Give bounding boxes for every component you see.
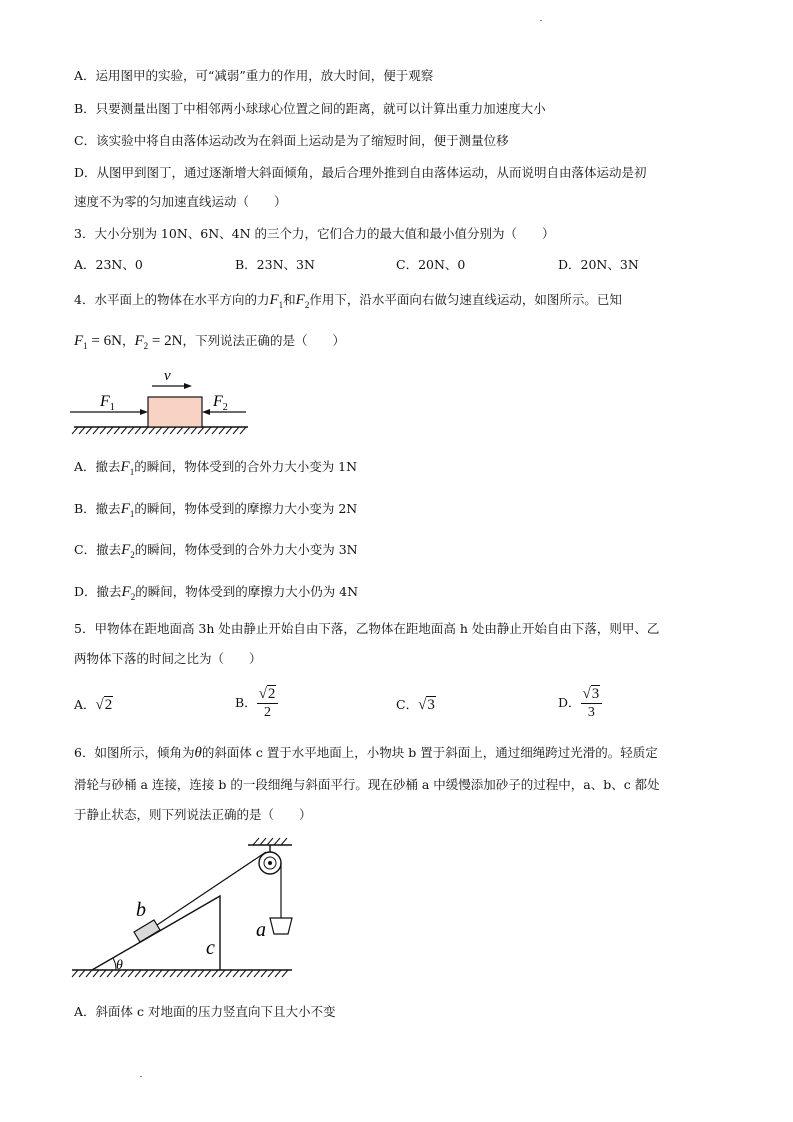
q4-option-c: C．撤去$F_2$的瞬间，物体受到的合外力大小变为 3N <box>74 542 358 560</box>
q2-option-c: C．该实验中将自由落体运动改为在斜面上运动是为了缩短时间，便于测量位移 <box>74 133 509 148</box>
q4-stem-line1: 4．水平面上的物体在水平方向的力$F_1$和$F_2$作用下，沿水平面向右做匀速直线运动，如图所示。已知 <box>74 292 622 310</box>
q3-stem: 3．大小分别为 10N、6N、4N 的三个力，它们合力的最大值和最小值分别为（ ） <box>74 226 555 241</box>
scan-dot <box>540 20 542 21</box>
q2-option-d: D．从图甲到图丁，通过逐渐增大斜面倾角，最后合理外推到自由落体运动，从而说明自由落体运动是初 <box>74 165 647 180</box>
q4-option-a: A．撤去$F_1$的瞬间，物体受到的合外力大小变为 1N <box>74 459 358 477</box>
q2-option-a: A．运用图甲的实验，可“减弱”重力的作用，放大时间，便于观察 <box>74 68 434 83</box>
q2-option-d-cont: 速度不为零的匀加速直线运动（ ） <box>74 194 287 209</box>
v-label: v <box>164 368 171 384</box>
scan-dot <box>140 1076 142 1077</box>
q5-option-b: B． $\frac{√2}{2}$ <box>235 686 278 721</box>
label-a: a <box>256 919 266 941</box>
q6-stem-line2: 滑轮与砂桶 a 连接，连接 b 的一段细绳与斜面平行。现在砂桶 a 中缓慢添加砂子的过程中，a、b、c 都处 <box>74 777 660 792</box>
bucket-a <box>270 918 292 934</box>
q3-option-c: C．20N、0 <box>396 257 466 272</box>
string-incline <box>157 852 266 925</box>
q5-option-c: C．√3 <box>396 697 435 713</box>
q5-stem-line2: 两物体下落的时间之比为（ ） <box>74 651 262 666</box>
f1-label: $F_1$ <box>100 393 115 413</box>
block <box>148 397 202 427</box>
q4-option-d: D．撤去$F_2$的瞬间，物体受到的摩擦力大小仍为 4N <box>74 584 359 602</box>
q3-option-a: A．23N、0 <box>74 257 143 272</box>
q4-force-diagram <box>70 366 260 438</box>
q6-option-a: A．斜面体 c 对地面的压力竖直向下且大小不变 <box>74 1004 336 1019</box>
q6-stem-line3: 于静止状态，则下列说法正确的是（ ） <box>74 807 312 822</box>
q4-stem-line2: $F_1 = 6N$，$F_2 = 2N$，下列说法正确的是（ ） <box>74 333 345 351</box>
q3-option-b: B．23N、3N <box>235 257 315 272</box>
q5-stem-line1: 5．甲物体在距地面高 3h 处由静止开始自由下落，乙物体在距地面高 h 处由静止开始自由下落，则甲、乙 <box>74 621 660 636</box>
q6-incline-diagram <box>70 836 300 988</box>
label-b: b <box>136 899 146 921</box>
label-c: c <box>206 937 215 959</box>
label-theta: θ <box>116 958 123 973</box>
f2-label: $F_2$ <box>213 393 228 413</box>
q5-option-d: D． $\frac{√3}{3}$ <box>558 686 602 721</box>
q3-option-d: D．20N、3N <box>558 257 639 272</box>
q6-stem-line1: 6．如图所示，倾角为θ的斜面体 c 置于水平地面上，小物块 b 置于斜面上，通过细绳跨过光滑的。轻质定 <box>74 745 658 761</box>
q5-option-a: A．√2 <box>74 697 113 713</box>
q2-option-b: B．只要测量出图丁中相邻两小球球心位置之间的距离，就可以计算出重力加速度大小 <box>74 101 546 116</box>
q4-option-b: B．撤去$F_1$的瞬间，物体受到的摩擦力大小变为 2N <box>74 501 358 519</box>
